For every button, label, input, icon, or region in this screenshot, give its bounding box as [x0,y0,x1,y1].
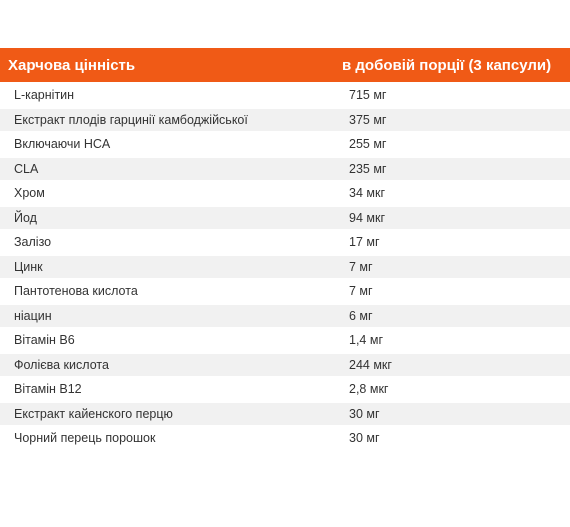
table-row [0,402,570,427]
ingredient-name: Вітамін B12 [0,377,332,402]
ingredient-name: ніацин [0,304,332,329]
header-daily-serving: в добовій порції (3 капсули) [332,48,570,83]
ingredient-name: Цинк [0,255,332,280]
ingredient-amount: 255 мг [332,132,570,157]
ingredient-name: Фолієва кислота [0,353,332,378]
table-row [0,426,570,451]
ingredient-amount: 30 мг [332,426,570,451]
ingredient-name: Екстракт кайенского перцю [0,402,332,427]
table-row [0,181,570,206]
ingredient-name: Пантотенова кислота [0,279,332,304]
ingredient-amount: 715 мг [332,83,570,108]
ingredient-amount: 244 мкг [332,353,570,378]
table-header [0,48,570,83]
table-row [0,83,570,108]
ingredient-name: Залізо [0,230,332,255]
ingredient-name: Хром [0,181,332,206]
ingredient-amount: 375 мг [332,108,570,133]
table-row [0,279,570,304]
ingredient-amount: 2,8 мкг [332,377,570,402]
ingredient-name: Включаючи HCA [0,132,332,157]
table-row [0,132,570,157]
table-row [0,108,570,133]
ingredient-name: CLA [0,157,332,182]
ingredient-name: Чорний перець порошок [0,426,332,451]
nutrition-table [0,48,570,452]
ingredient-amount: 94 мкг [332,206,570,231]
table-row [0,328,570,353]
table-row [0,353,570,378]
table-row [0,206,570,231]
table-header-row [0,48,570,83]
table-row [0,230,570,255]
ingredient-amount: 235 мг [332,157,570,182]
table-row [0,255,570,280]
ingredient-name: Йод [0,206,332,231]
ingredient-name: Вітамін В6 [0,328,332,353]
table-body [0,83,570,451]
table-row [0,157,570,182]
ingredient-amount: 6 мг [332,304,570,329]
table-row [0,377,570,402]
ingredient-amount: 34 мкг [332,181,570,206]
ingredient-name: Екстракт плодів гарцинії камбоджійської [0,108,332,133]
ingredient-amount: 7 мг [332,255,570,280]
ingredient-amount: 30 мг [332,402,570,427]
ingredient-amount: 7 мг [332,279,570,304]
ingredient-amount: 17 мг [332,230,570,255]
ingredient-name: L-карнітин [0,83,332,108]
header-nutritional-value: Харчова цінність [0,48,332,83]
table-row [0,304,570,329]
ingredient-amount: 1,4 мг [332,328,570,353]
